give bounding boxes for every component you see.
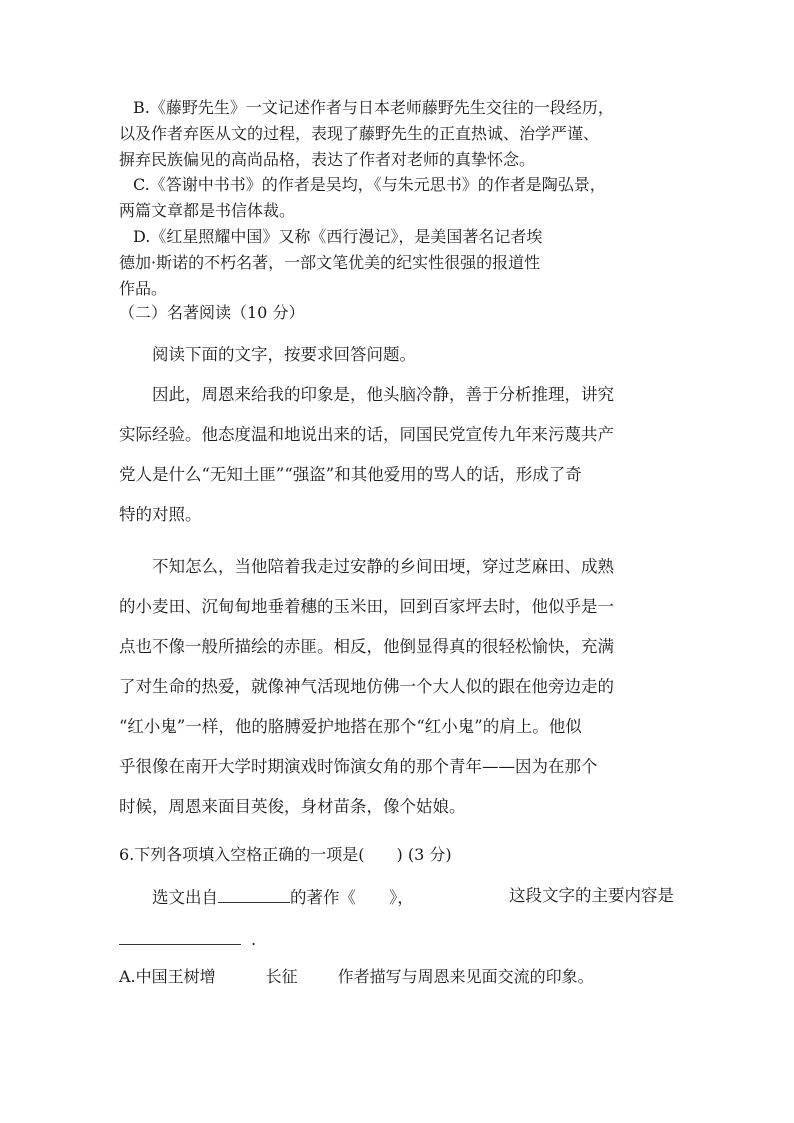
answer-blank-content <box>119 928 241 945</box>
passage-p2-line-3: 点也不像一般所描绘的赤匪。相反，他倒显得真的很轻松愉快，充满 <box>119 637 614 656</box>
option-c-line-1: C.《答谢中书书》的作者是吴均，《与朱元思书》的作者是陶弘景， <box>133 175 606 194</box>
fill-end-mark: . <box>251 930 257 949</box>
option-a-work: 长征 <box>265 967 298 986</box>
option-d-line-1: D.《红星照耀中国》又称《西行漫记》，是美国著名记者埃 <box>133 227 543 246</box>
fill-work-label: 的著作《 》， <box>290 888 414 907</box>
passage-p2-line-4: 了对生命的热爱，就像神气活现地仿佛一个大人似的跟在他旁边走的 <box>119 677 614 696</box>
passage-p2-line-7: 时候，周恩来面目英俊，身材苗条，像个姑娘。 <box>119 797 466 816</box>
fill-text-part-3: 这段文字的主要内容是 <box>509 886 674 905</box>
passage-p2-line-2: 的小麦田、沉甸甸地垂着穗的玉米田，回到百家坪去时，他似乎是一 <box>119 597 614 616</box>
option-d-line-2: 德加·斯诺的不朽名著，一部文笔优美的纪实性很强的报道性 <box>119 253 541 272</box>
fill-source-label: 选文出自 <box>152 888 218 907</box>
section-title: （二）名著阅读（10 分） <box>119 303 305 322</box>
passage-p1-line-4: 特的对照。 <box>119 505 202 524</box>
passage-p1-line-3: 党人是什么“无知土匪”“强盗”和其他爱用的骂人的话，形成了奇 <box>119 465 582 484</box>
option-a-content: 作者描写与周恩来见面交流的印象。 <box>337 967 594 986</box>
fill-blank-row <box>119 928 256 950</box>
option-b-line-2: 以及作者弃医从文的过程，表现了藤野先生的正直热诚、治学严谨、 <box>119 124 600 143</box>
fill-in-line <box>152 886 674 908</box>
fill-text-part-1 <box>152 886 414 908</box>
option-d-line-3: 作品。 <box>119 279 168 298</box>
option-b-line-1: B.《藤野先生》一文记述作者与日本老师藤野先生交往的一段经历， <box>133 98 614 117</box>
option-c-line-2: 两篇文章都是书信体裁。 <box>119 201 296 220</box>
option-a-label: A.中国王树增 <box>119 967 216 986</box>
passage-p2-line-1: 不知怎么，当他陪着我走过安静的乡间田埂，穿过芝麻田、成熟 <box>152 557 614 576</box>
reading-instruction: 阅读下面的文字，按要求回答问题。 <box>152 345 416 364</box>
passage-p1-line-1: 因此，周恩来给我的印象是，他头脑冷静，善于分析推理，讲究 <box>152 385 614 404</box>
question-6-option-a <box>119 967 594 987</box>
passage-p2-line-5: “红小鬼”一样，他的胳膊爱护地搭在那个“红小鬼”的肩上。他似 <box>119 717 582 736</box>
option-b-line-3: 摒弃民族偏见的高尚品格，表达了作者对老师的真挚怀念。 <box>119 150 536 169</box>
passage-p1-line-2: 实际经验。他态度温和地说出来的话，同国民党宣传九年来污蔑共产 <box>119 425 614 444</box>
question-6-stem: 6.下列各项填入空格正确的一项是( ) (3 分) <box>119 845 452 864</box>
answer-blank-author <box>218 886 290 903</box>
passage-p2-line-6: 乎很像在南开大学时期演戏时饰演女角的那个青年——因为在那个 <box>119 757 598 776</box>
